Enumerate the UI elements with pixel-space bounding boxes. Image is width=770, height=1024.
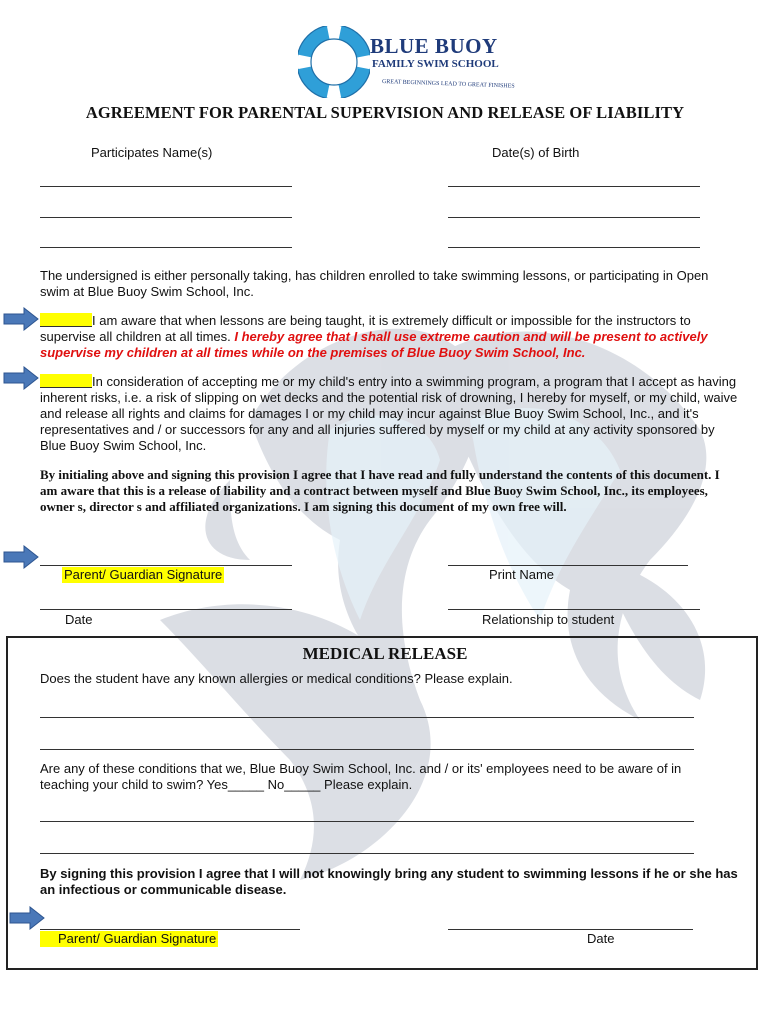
medical-date-label: Date (587, 931, 615, 946)
brand-name: BLUE BUOY (370, 34, 498, 58)
arrow-pointer-icon (2, 545, 40, 569)
brand-subtitle: FAMILY SWIM SCHOOL (372, 58, 499, 70)
document-title: AGREEMENT FOR PARENTAL SUPERVISION AND RELEASE OF LIABILITY (85, 103, 685, 122)
medical-question-conditions: Are any of these conditions that we, Blue Buoy Swim School, Inc. and / or its' employees need to be aware of in teaching your child to swim? Yes_____ No_____ Please explain. (40, 761, 682, 792)
participant-name-line-3[interactable] (40, 247, 292, 248)
participant-name-line-1[interactable] (40, 186, 292, 187)
clause-supervision (40, 313, 740, 361)
participant-name-line-2[interactable] (40, 217, 292, 218)
participant-dob-line-2[interactable] (448, 217, 700, 218)
intro-paragraph: The undersigned is either personally taking, has children enrolled to take swimming lessons, or participating in Open swim at Blue Buoy Swim School, Inc. (40, 268, 709, 299)
medical-answer-line-3[interactable] (40, 821, 694, 822)
arrow-pointer-icon (2, 366, 40, 390)
arrow-pointer-icon (8, 906, 46, 930)
participant-dob-line-1[interactable] (448, 186, 700, 187)
relationship-line[interactable] (448, 609, 700, 610)
brand-tagline: GREAT BEGINNINGS LEAD TO GREAT FINISHES (381, 79, 515, 90)
medical-parent-signature-label: Parent/ Guardian Signature (40, 931, 218, 947)
relationship-label: Relationship to student (482, 612, 615, 627)
life-buoy-icon (298, 26, 370, 98)
medical-answer-line-1[interactable] (40, 717, 694, 718)
date-label: Date (65, 612, 93, 627)
parent-signature-line[interactable] (40, 565, 292, 566)
medical-parent-signature-line[interactable] (40, 929, 300, 930)
medical-date-line[interactable] (448, 929, 693, 930)
acknowledgement-paragraph: By initialing above and signing this provision I agree that I have read and fully understand the contents of this document. I am aware that this is a release of liability and a contract between myself and Blue Buoy Swim School, Inc., its employees, owner s, director s and affiliated organizations. I am signing this document of my own free will. (40, 467, 720, 514)
medical-answer-line-4[interactable] (40, 853, 694, 854)
date-line[interactable] (40, 609, 292, 610)
parent-signature-label: Parent/ Guardian Signature (64, 567, 223, 582)
clause-supervision-emphasis: I hereby agree that I shall use extreme caution and will be present to actively supervise my children at all times while on the premises of Blue Buoy Swim School, Inc. (40, 329, 708, 360)
clause-waiver (40, 374, 740, 454)
medical-answer-line-2[interactable] (40, 749, 694, 750)
participants-dob-header: Date(s) of Birth (492, 145, 580, 160)
clause-waiver-text: In consideration of accepting me or my child's entry into a swimming program, a program that I accept as having inherent risks, i.e. a risk of slipping on wet decks and the potential risk of drowning, I hereby for myself, or my child, waive and release all rights and claims for damages I or my child may incur against Blue Buoy Swim School, Inc., and it's representatives and / or successors for any and all injuries suffered by myself or my child at any activity sponsored by Blue Buoy Swim School, Inc. (40, 374, 738, 453)
print-name-label: Print Name (489, 567, 555, 582)
print-name-line[interactable] (448, 565, 688, 566)
medical-statement: By signing this provision I agree that I will not knowingly bring any student to swimming lessons if he or she has an infectious or communicable disease. (40, 866, 738, 897)
medical-release-heading: MEDICAL RELEASE (302, 644, 468, 663)
arrow-pointer-icon (2, 307, 40, 331)
logo (298, 26, 515, 98)
clause-supervision-text: I am aware that when lessons are being taught, it is extremely difficult or impossible for the instructors to supervise all children at all times. (40, 313, 691, 344)
participants-name-header: Participates Name(s) (91, 145, 213, 160)
participant-dob-line-3[interactable] (448, 247, 700, 248)
initial-field-waiver[interactable] (40, 374, 92, 388)
initial-field-supervision[interactable] (40, 313, 92, 327)
medical-question-allergies: Does the student have any known allergies or medical conditions? Please explain. (40, 671, 513, 686)
